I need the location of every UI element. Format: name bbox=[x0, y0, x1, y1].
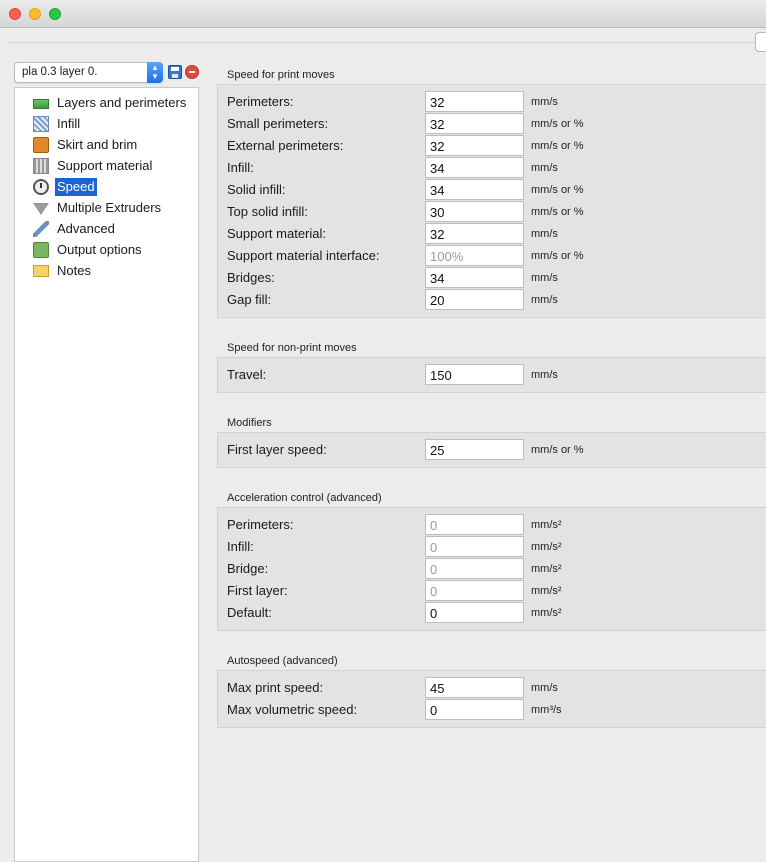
zoom-window-button[interactable] bbox=[49, 8, 61, 20]
field-label: Travel: bbox=[227, 367, 267, 382]
field-label: Small perimeters: bbox=[227, 116, 329, 131]
unit-label: mm/s bbox=[531, 272, 558, 284]
preset-select-value: pla 0.3 layer 0. bbox=[22, 66, 98, 78]
solid-infill-speed-field[interactable] bbox=[425, 179, 524, 200]
sidebar-item-label: Speed bbox=[57, 179, 95, 194]
unit-label: mm/s² bbox=[531, 585, 562, 597]
unit-label: mm/s bbox=[531, 96, 558, 108]
field-label: Bridge: bbox=[227, 561, 269, 576]
unit-label: mm/s bbox=[531, 228, 558, 240]
field-label: Infill: bbox=[227, 539, 254, 554]
top-divider bbox=[8, 42, 766, 43]
layers-icon bbox=[33, 99, 49, 109]
unit-label: mm/s or % bbox=[531, 444, 584, 456]
sidebar-item-label: Infill bbox=[57, 116, 81, 131]
window-title-bar bbox=[0, 0, 766, 28]
minimize-window-button[interactable] bbox=[29, 8, 41, 20]
field-label: Bridges: bbox=[227, 270, 275, 285]
speed-icon bbox=[33, 179, 49, 195]
sidebar-item-label: Multiple Extruders bbox=[57, 200, 162, 215]
top-solid-infill-speed-field[interactable] bbox=[425, 201, 524, 222]
travel-speed-field[interactable] bbox=[425, 364, 524, 385]
field-label: First layer: bbox=[227, 583, 288, 598]
field-label: External perimeters: bbox=[227, 138, 344, 153]
unit-label: mm/s² bbox=[531, 607, 562, 619]
field-label: Infill: bbox=[227, 160, 254, 175]
skirt-icon bbox=[33, 137, 49, 153]
sidebar-item-support-material[interactable] bbox=[33, 157, 154, 175]
unit-label: mm/s² bbox=[531, 563, 562, 575]
sidebar-item-label: Layers and perimeters bbox=[57, 95, 187, 110]
sidebar-item-output-options[interactable] bbox=[33, 241, 144, 259]
sidebar-item-label: Notes bbox=[57, 263, 91, 278]
external-perimeters-speed-field[interactable] bbox=[425, 135, 524, 156]
settings-sidebar-tree bbox=[14, 87, 199, 862]
sidebar-item-layers-and-perimeters[interactable] bbox=[33, 94, 188, 112]
sidebar-item-label: Advanced bbox=[57, 221, 115, 236]
unit-label: mm/s bbox=[531, 162, 558, 174]
infill-icon bbox=[33, 116, 49, 132]
field-label: Top solid infill: bbox=[227, 204, 308, 219]
small-perimeters-speed-field[interactable] bbox=[425, 113, 524, 134]
field-label: Max volumetric speed: bbox=[227, 702, 358, 717]
unit-label: mm/s² bbox=[531, 519, 562, 531]
sidebar-item-label: Skirt and brim bbox=[57, 137, 138, 152]
unit-label: mm/s² bbox=[531, 541, 562, 553]
top-right-button[interactable] bbox=[755, 32, 766, 52]
infill-speed-field[interactable] bbox=[425, 157, 524, 178]
sidebar-item-label: Output options bbox=[57, 242, 142, 257]
close-window-button[interactable] bbox=[9, 8, 21, 20]
unit-label: mm/s bbox=[531, 369, 558, 381]
notes-icon bbox=[33, 265, 49, 277]
unit-label: mm/s or % bbox=[531, 206, 584, 218]
field-label: Perimeters: bbox=[227, 94, 294, 109]
field-label: Gap fill: bbox=[227, 292, 272, 307]
chevron-up-down-icon: ▴ ▾ bbox=[147, 62, 163, 83]
first-layer-acceleration-field[interactable] bbox=[425, 580, 524, 601]
bridge-acceleration-field[interactable] bbox=[425, 558, 524, 579]
unit-label: mm/s bbox=[531, 294, 558, 306]
funnel-icon bbox=[33, 203, 49, 215]
bridges-speed-field[interactable] bbox=[425, 267, 524, 288]
perimeters-speed-field[interactable] bbox=[425, 91, 524, 112]
perimeter-acceleration-field[interactable] bbox=[425, 514, 524, 535]
infill-acceleration-field[interactable] bbox=[425, 536, 524, 557]
field-label: First layer speed: bbox=[227, 442, 327, 457]
sidebar-item-skirt-and-brim[interactable] bbox=[33, 136, 139, 154]
unit-label: mm/s or % bbox=[531, 250, 584, 262]
preset-select[interactable] bbox=[14, 62, 163, 83]
support-material-speed-field[interactable] bbox=[425, 223, 524, 244]
field-label: Max print speed: bbox=[227, 680, 324, 695]
save-preset-icon[interactable] bbox=[168, 65, 182, 79]
sidebar-item-multiple-extruders[interactable] bbox=[33, 199, 163, 217]
gap-fill-speed-field[interactable] bbox=[425, 289, 524, 310]
field-label: Perimeters: bbox=[227, 517, 294, 532]
max-print-speed-field[interactable] bbox=[425, 677, 524, 698]
sidebar-item-notes[interactable] bbox=[33, 262, 93, 280]
sidebar-item-speed[interactable] bbox=[33, 178, 97, 196]
support-material-interface-speed-field[interactable] bbox=[425, 245, 524, 266]
max-volumetric-speed-field[interactable] bbox=[425, 699, 524, 720]
field-label: Default: bbox=[227, 605, 272, 620]
sidebar-item-advanced[interactable] bbox=[33, 220, 117, 238]
section-title-acceleration: Acceleration control (advanced) bbox=[227, 492, 382, 504]
field-label: Solid infill: bbox=[227, 182, 286, 197]
support-icon bbox=[33, 158, 49, 174]
unit-label: mm³/s bbox=[531, 704, 562, 716]
field-label: Support material interface: bbox=[227, 248, 380, 263]
field-label: Support material: bbox=[227, 226, 326, 241]
default-acceleration-field[interactable] bbox=[425, 602, 524, 623]
wrench-icon bbox=[33, 221, 49, 237]
section-title-print-moves: Speed for print moves bbox=[227, 69, 335, 81]
unit-label: mm/s bbox=[531, 682, 558, 694]
unit-label: mm/s or % bbox=[531, 140, 584, 152]
unit-label: mm/s or % bbox=[531, 184, 584, 196]
unit-label: mm/s or % bbox=[531, 118, 584, 130]
section-title-non-print-moves: Speed for non-print moves bbox=[227, 342, 357, 354]
section-title-modifiers: Modifiers bbox=[227, 417, 272, 429]
output-icon bbox=[33, 242, 49, 258]
section-title-autospeed: Autospeed (advanced) bbox=[227, 655, 338, 667]
sidebar-item-label: Support material bbox=[57, 158, 153, 173]
first-layer-speed-field[interactable] bbox=[425, 439, 524, 460]
sidebar-item-infill[interactable] bbox=[33, 115, 82, 133]
delete-preset-icon[interactable] bbox=[185, 65, 199, 79]
